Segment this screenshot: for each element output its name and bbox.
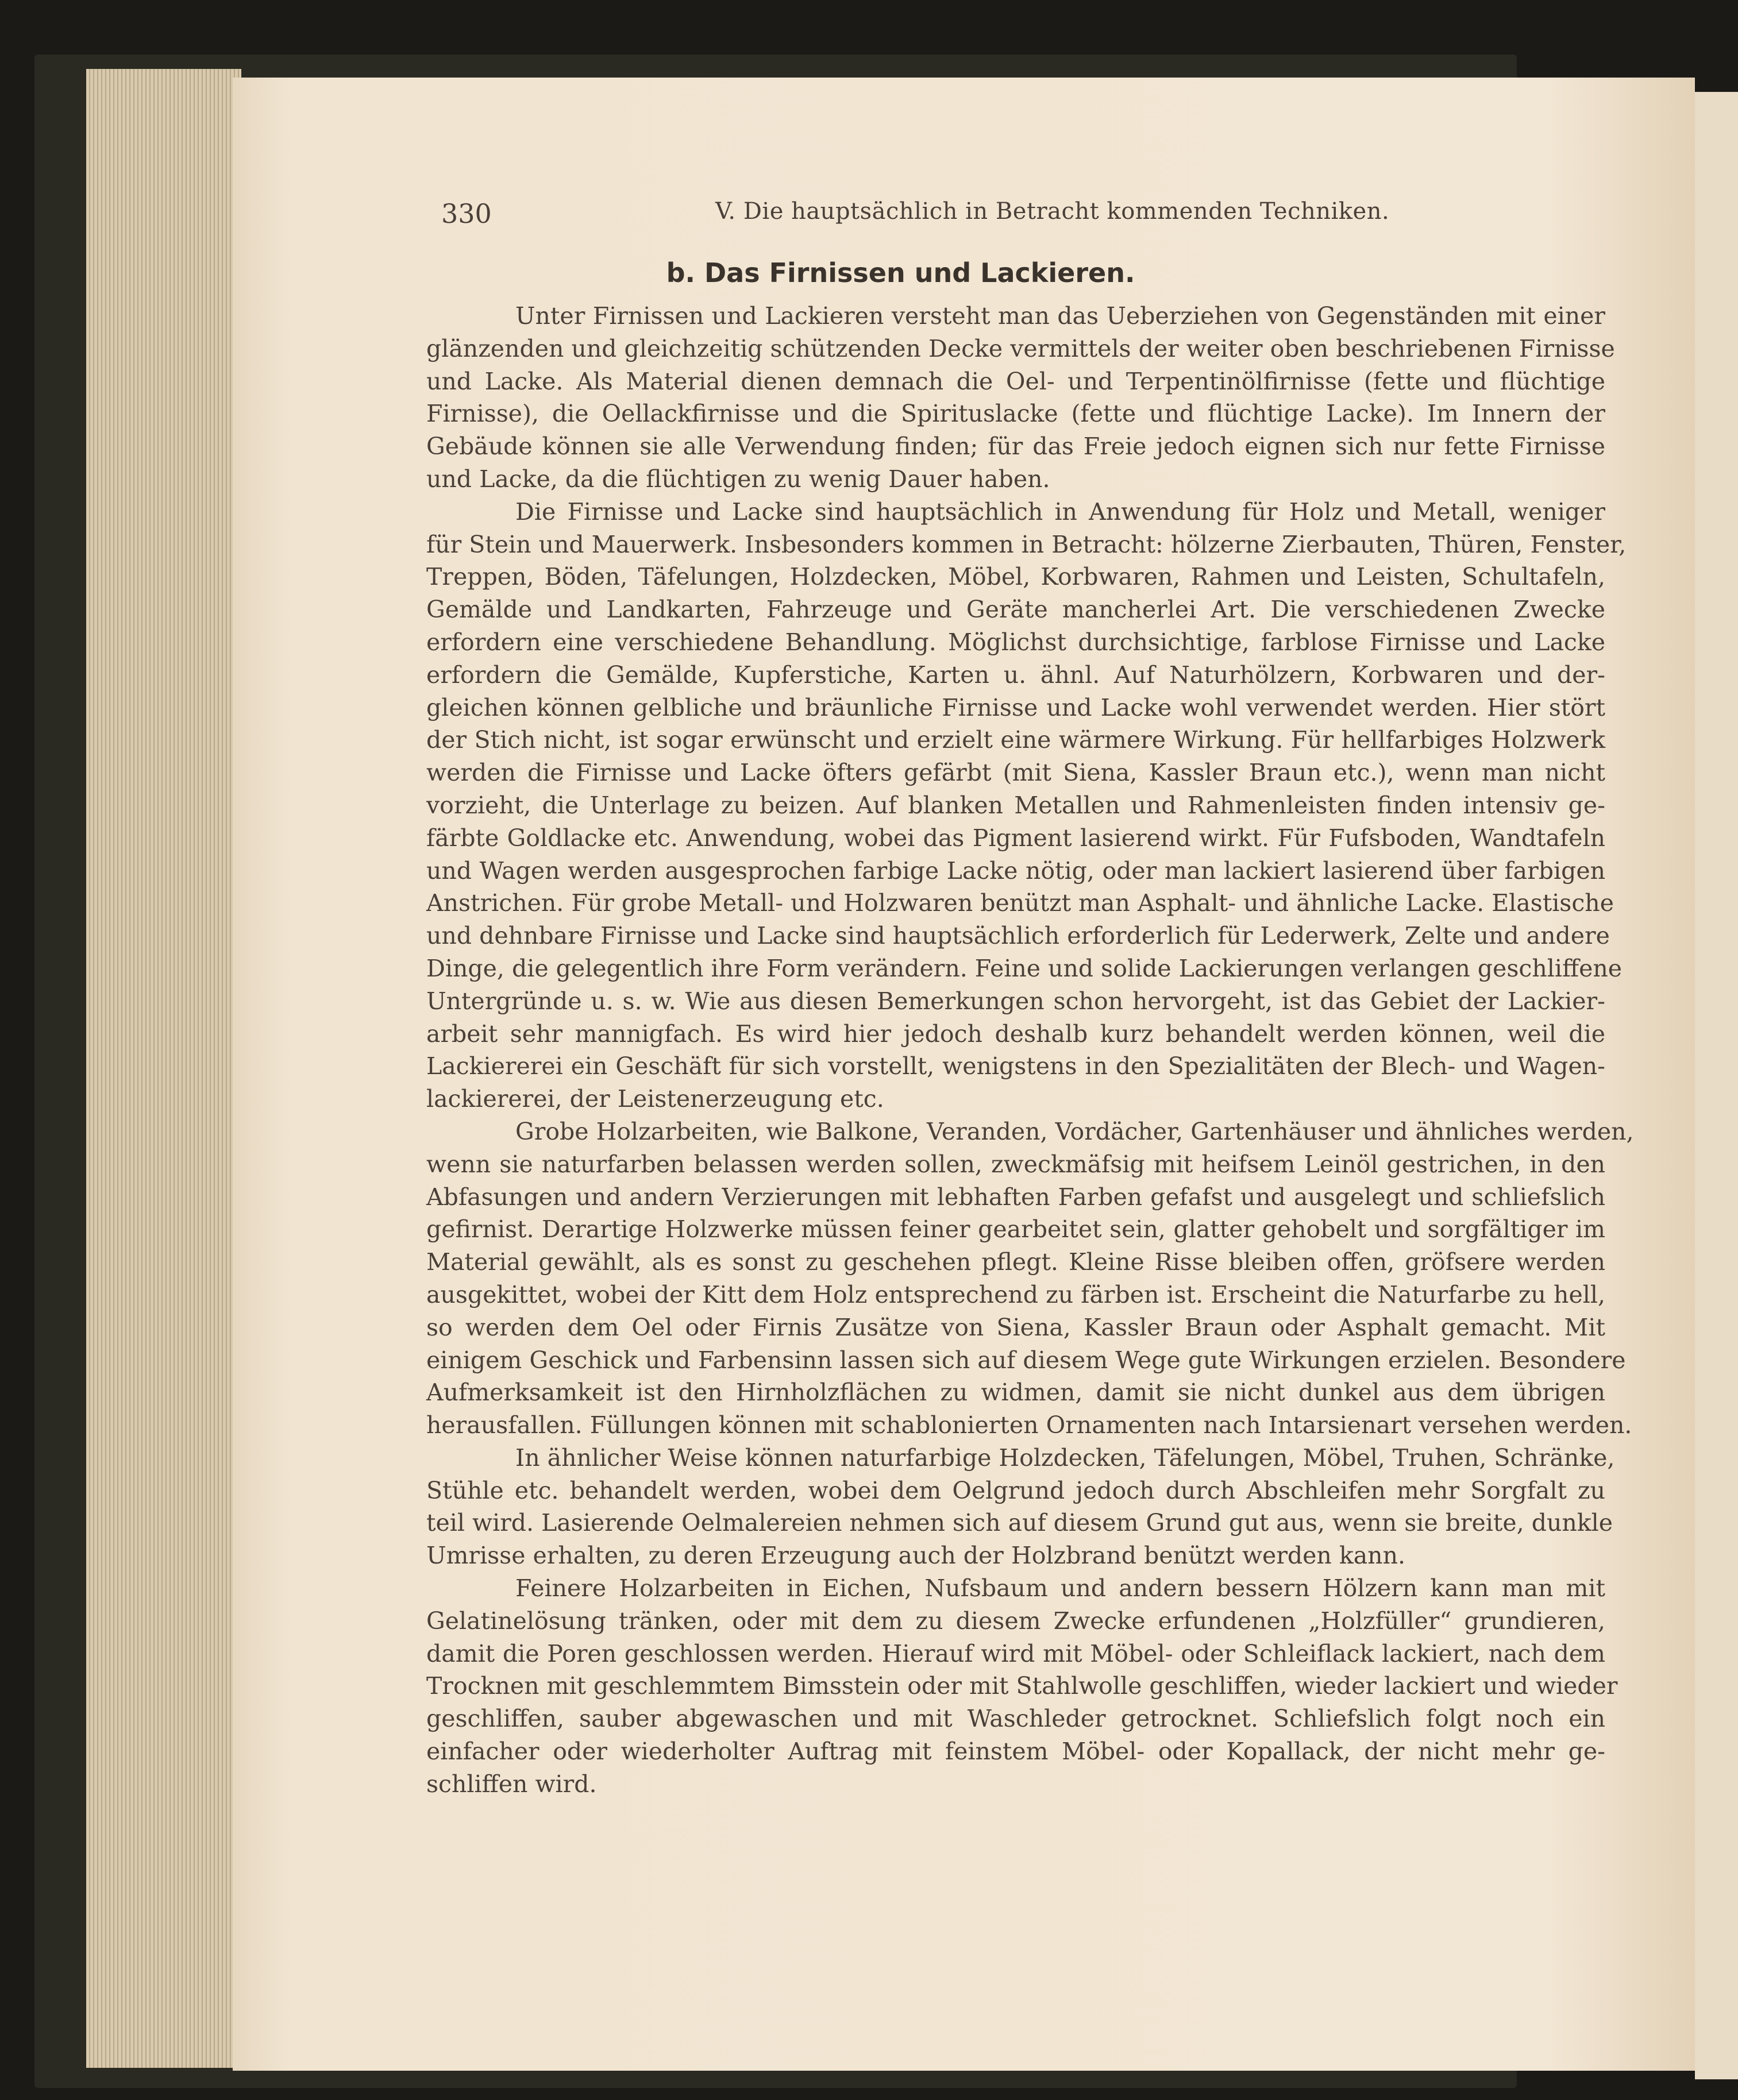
text-line: Untergründe u. s. w. Wie aus diesen Bemerkungen schon hervorgeht, ist das Gebiet der Lackier- xyxy=(426,987,1605,1015)
text-line: lackiererei, der Leistenerzeugung etc. xyxy=(426,1085,884,1113)
page-number: 330 xyxy=(441,198,492,229)
text-line: glänzenden und gleichzeitig schützenden Decke vermittels der weiter oben beschriebenen Firnisse xyxy=(426,334,1615,362)
text-line: Grobe Holzarbeiten, wie Balkone, Veranden, Vordächer, Gartenhäuser und ähnliches werden, xyxy=(515,1117,1634,1145)
text-line: arbeit sehr mannigfach. Es wird hier jedoch deshalb kurz behandelt werden können, weil die xyxy=(426,1020,1605,1048)
text-line: Gemälde und Landkarten, Fahrzeuge und Geräte mancherlei Art. Die verschiedenen Zwecke xyxy=(426,596,1605,624)
text-line: In ähnlicher Weise können naturfarbige Holzdecken, Täfelungen, Möbel, Truhen, Schränke, xyxy=(515,1443,1615,1472)
text-line: Firnisse), die Oellackfirnisse und die Spirituslacke (fette und flüchtige Lacke). Im Innern der xyxy=(426,400,1605,428)
text-line: wenn sie naturfarben belassen werden sollen, zweckmäfsig mit heifsem Leinöl gestrichen, in den xyxy=(426,1150,1605,1178)
text-line: und Lacke, da die flüchtigen zu wenig Dauer haben. xyxy=(426,465,1050,493)
text-line: Aufmerksamkeit ist den Hirnholzflächen zu widmen, damit sie nicht dunkel aus dem übrigen xyxy=(426,1379,1605,1407)
paragraph xyxy=(426,496,1627,1115)
text-line: Gebäude können sie alle Verwendung finden; für das Freie jedoch eignen sich nur fette Firnisse xyxy=(426,433,1605,461)
paragraph xyxy=(426,1572,1618,1801)
text-line: der Stich nicht, ist sogar erwünscht und erzielt eine wärmere Wirkung. Für hellfarbiges Holzwerk xyxy=(426,726,1605,754)
text-line: Dinge, die gelegentlich ihre Form verändern. Feine und solide Lackierungen verlangen geschliffene xyxy=(426,954,1623,982)
paragraph xyxy=(426,1442,1615,1572)
text-line: Trocknen mit geschlemmtem Bimsstein oder mit Stahlwolle geschliffen, wieder lackiert und wieder xyxy=(426,1672,1618,1700)
text-line: Unter Firnissen und Lackieren versteht man das Ueberziehen von Gegenständen mit einer xyxy=(515,302,1605,330)
text-line: für Stein und Mauerwerk. Insbesonders kommen in Betracht: hölzerne Zierbauten, Thüren, Fenster, xyxy=(426,530,1627,558)
text-line: Lackiererei ein Geschäft für sich vorstellt, wenigstens in den Spezialitäten der Blech- und Wagen- xyxy=(426,1052,1605,1080)
text-line: herausfallen. Füllungen können mit schablonierten Ornamenten nach Intarsienart versehen werden. xyxy=(426,1411,1632,1439)
text-line: und Wagen werden ausgesprochen farbige Lacke nötig, oder man lackiert lasierend über farbigen xyxy=(426,856,1605,885)
section-title: b. Das Firnissen und Lackieren. xyxy=(666,257,1135,288)
text-line: einigem Geschick und Farbensinn lassen sich auf diesem Wege gute Wirkungen erzielen. Besondere xyxy=(426,1346,1626,1374)
text-line: so werden dem Oel oder Firnis Zusätze von Siena, Kassler Braun oder Asphalt gemacht. Mit xyxy=(426,1313,1605,1341)
text-line: einfacher oder wiederholter Auftrag mit feinstem Möbel- oder Kopallack, der nicht mehr ge- xyxy=(426,1738,1605,1766)
text-line: gleichen können gelbliche und bräunliche Firnisse und Lacke wohl verwendet werden. Hier stört xyxy=(426,693,1605,721)
text-line: vorzieht, die Unterlage zu beizen. Auf blanken Metallen und Rahmenleisten finden intensiv ge- xyxy=(426,791,1605,819)
text-line: erfordern die Gemälde, Kupferstiche, Karten u. ähnl. Auf Naturhölzern, Korbwaren und der- xyxy=(426,661,1605,689)
text-line: färbte Goldlacke etc. Anwendung, wobei das Pigment lasierend wirkt. Für Fufsboden, Wandtafeln xyxy=(426,824,1605,852)
text-line: erfordern eine verschiedene Behandlung. Möglichst durchsichtige, farblose Firnisse und Lacke xyxy=(426,628,1605,656)
text-line: Abfasungen und andern Verzierungen mit lebhaften Farben gefafst und ausgelegt und schliefslich xyxy=(426,1183,1605,1211)
text-line: geschliffen, sauber abgewaschen und mit Waschleder getrocknet. Schliefslich folgt noch ein xyxy=(426,1705,1605,1733)
running-head: V. Die hauptsächlich in Betracht kommenden Techniken. xyxy=(715,198,1390,225)
text-line: gefirnist. Derartige Holzwerke müssen feiner gearbeitet sein, glatter gehobelt und sorgfältiger im xyxy=(426,1215,1605,1244)
text-line: werden die Firnisse und Lacke öfters gefärbt (mit Siena, Kassler Braun etc.), wenn man nicht xyxy=(426,759,1605,787)
paragraph xyxy=(426,1115,1634,1442)
text-line: Die Firnisse und Lacke sind hauptsächlich in Anwendung für Holz und Metall, weniger xyxy=(515,497,1605,526)
text-line: Gelatinelösung tränken, oder mit dem zu diesem Zwecke erfundenen „Holzfüller“ grundieren, xyxy=(426,1607,1605,1635)
text-line: und Lacke. Als Material dienen demnach die Oel- und Terpentinölfirnisse (fette und flüchtige xyxy=(426,367,1605,395)
page-edges xyxy=(86,69,241,2068)
text-line: ausgekittet, wobei der Kitt dem Holz entsprechend zu färben ist. Erscheint die Naturfarbe zu hell, xyxy=(426,1280,1605,1308)
paragraph xyxy=(426,300,1615,496)
text-line: schliffen wird. xyxy=(426,1770,597,1798)
text-line: Umrisse erhalten, zu deren Erzeugung auch der Holzbrand benützt werden kann. xyxy=(426,1542,1406,1570)
text-line: damit die Poren geschlossen werden. Hierauf wird mit Möbel- oder Schleiflack lackiert, nach dem xyxy=(426,1639,1605,1667)
text-line: Feinere Holzarbeiten in Eichen, Nufsbaum und andern bessern Hölzern kann man mit xyxy=(515,1574,1605,1603)
text-line: Anstrichen. Für grobe Metall- und Holzwaren benützt man Asphalt- und ähnliche Lacke. Elastische xyxy=(426,889,1614,917)
text-line: teil wird. Lasierende Oelmalereien nehmen sich auf diesem Grund gut aus, wenn sie breite, dunkle xyxy=(426,1509,1613,1537)
text-line: Material gewählt, als es sonst zu geschehen pflegt. Kleine Risse bleiben offen, gröfsere werden xyxy=(426,1248,1605,1276)
text-line: und dehnbare Firnisse und Lacke sind hauptsächlich erforderlich für Lederwerk, Zelte und andere xyxy=(426,922,1610,950)
text-line: Stühle etc. behandelt werden, wobei dem Oelgrund jedoch durch Abschleifen mehr Sorgfalt zu xyxy=(426,1476,1605,1504)
text-line: Treppen, Böden, Täfelungen, Holzdecken, Möbel, Korbwaren, Rahmen und Leisten, Schultafeln, xyxy=(426,563,1605,591)
body-text xyxy=(426,300,1634,1801)
next-page-edge xyxy=(1695,92,1738,2079)
